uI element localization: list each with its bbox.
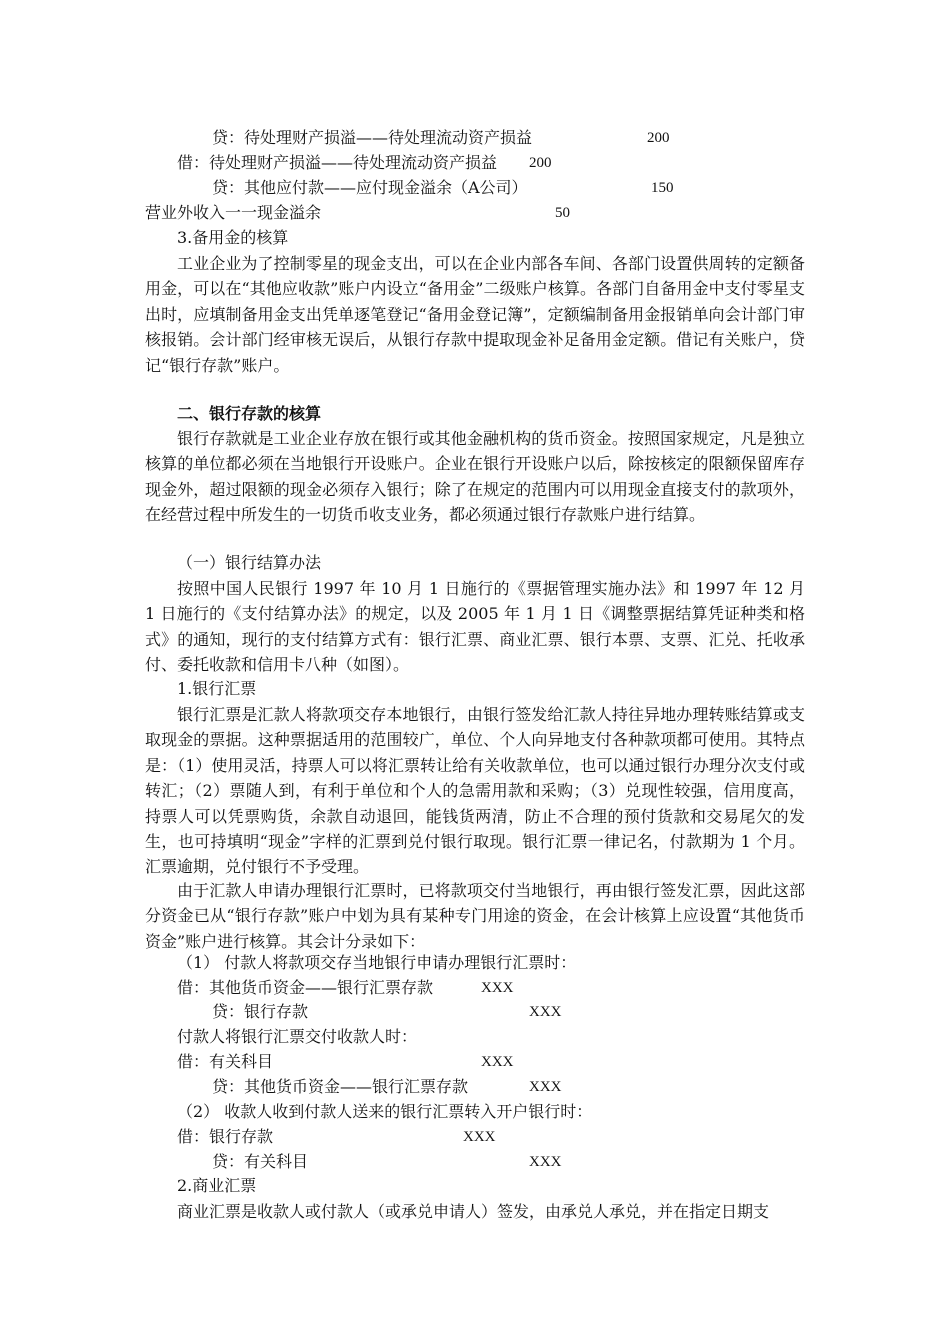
entry-amount: 200 bbox=[647, 130, 670, 146]
section-heading: 3.备用金的核算 bbox=[177, 228, 289, 247]
journal-entry-debit: 借：其他货币资金——银行汇票存款 bbox=[177, 978, 434, 997]
journal-entry-debit: 借：银行存款 bbox=[177, 1127, 274, 1146]
journal-entry-debit: 借：待处理财产损溢——待处理流动资产损益 bbox=[177, 153, 498, 172]
case-title: 付款人将银行汇票交付收款人时： bbox=[177, 1027, 418, 1046]
entry-amount: XXX bbox=[529, 1154, 562, 1170]
paragraph: 按照中国人民银行 1997 年 10 月 1 日施行的《票据管理实施办法》和 1997 年 12 月 1 日施行的《支付结算办法》的规定，以及 2005 年 1 月 1 日《调整票据结算凭证种类和格式》的通知，现行的支付结算方式有：银行汇票、商业汇票、银行本票、支票、汇兑、托收承付、委托收款和信用卡八种（如图）。 bbox=[145, 579, 805, 675]
paragraph: 银行汇票是汇款人将款项交存本地银行，由银行签发给汇款人持往异地办理转账结算或支取现金的票据。这种票据适用的范围较广，单位、个人向异地支付各种款项都可使用。其特点是：（1）使用灵活，持票人可以将汇票转让给有关收款单位，也可以通过银行办理分次支付或转汇；（2）票随人到，有利于单位和个人的急需用款和采购；（3）兑现性较强，信用度高，持票人可以凭票购货，余款自动退回，能钱货两清，防止不合理的预付货款和交易尾欠的发生，也可持填明“现金”字样的汇票到兑付银行取现。银行汇票一律记名，付款期为 1 个月。汇票逾期，兑付银行不予受理。 bbox=[145, 705, 805, 877]
paragraph: 银行存款就是工业企业存放在银行或其他金融机构的货币资金。按照国家规定，凡是独立核算的单位都必须在当地银行开设账户。企业在银行开设账户以后，除按核定的限额保留库存现金外，超过限额的现金必须存入银行；除了在规定的范围内可以用现金直接支付的款项外，在经营过程中所发生的一切货币收支业务，都必须通过银行存款账户进行结算。 bbox=[145, 429, 805, 525]
paragraph: 由于汇款人申请办理银行汇票时，已将款项交付当地银行，再由银行签发汇票，因此这部分资金已从“银行存款”账户中划为具有某种专门用途的资金，在会计核算上应设置“其他货币资金”账户进行核算。其会计分录如下： bbox=[145, 881, 805, 951]
journal-entry-debit: 借：有关科目 bbox=[177, 1052, 274, 1071]
journal-entry-credit: 贷：银行存款 bbox=[212, 1002, 309, 1021]
journal-entry-credit: 贷：其他货币资金——银行汇票存款 bbox=[212, 1077, 469, 1096]
entry-amount: 200 bbox=[529, 155, 552, 171]
journal-entry-credit: 营业外收入一一现金溢余 bbox=[145, 203, 322, 222]
journal-entry-credit: 贷：有关科目 bbox=[212, 1152, 309, 1171]
subsection-heading: （一）银行结算办法 bbox=[177, 553, 322, 572]
paragraph: 工业企业为了控制零星的现金支出，可以在企业内部各车间、各部门设置供周转的定额备用金，可以在“其他应收款”账户内设立“备用金”二级账户核算。各部门自备用金中支付零星支出时，应填制备用金支出凭单逐笔登记“备用金登记簿”，定额编制备用金报销单向会计部门审核报销。会计部门经审核无误后，从银行存款中提取现金补足备用金定额。借记有关账户，贷记“银行存款”账户。 bbox=[145, 254, 805, 375]
item-heading: 2.商业汇票 bbox=[177, 1176, 257, 1195]
entry-amount: 150 bbox=[651, 180, 674, 196]
case-title: （2） 收款人收到付款人送来的银行汇票转入开户银行时： bbox=[177, 1102, 593, 1121]
entry-amount: XXX bbox=[463, 1129, 496, 1145]
journal-entry-credit: 贷：其他应付款——应付现金溢余（A公司） bbox=[212, 178, 528, 197]
section-heading: 二、银行存款的核算 bbox=[177, 404, 322, 423]
entry-amount: XXX bbox=[529, 1079, 562, 1095]
entry-amount: XXX bbox=[481, 980, 514, 996]
paragraph: 商业汇票是收款人或付款人（或承兑申请人）签发，由承兑人承兑，并在指定日期支 bbox=[177, 1202, 770, 1221]
entry-amount: XXX bbox=[481, 1054, 514, 1070]
journal-entry-credit: 贷：待处理财产损溢——待处理流动资产损益 bbox=[212, 128, 533, 147]
entry-amount: 50 bbox=[555, 205, 570, 221]
entry-amount: XXX bbox=[529, 1004, 562, 1020]
item-heading: 1.银行汇票 bbox=[177, 679, 257, 698]
case-title: （1） 付款人将款项交存当地银行申请办理银行汇票时： bbox=[177, 953, 577, 972]
